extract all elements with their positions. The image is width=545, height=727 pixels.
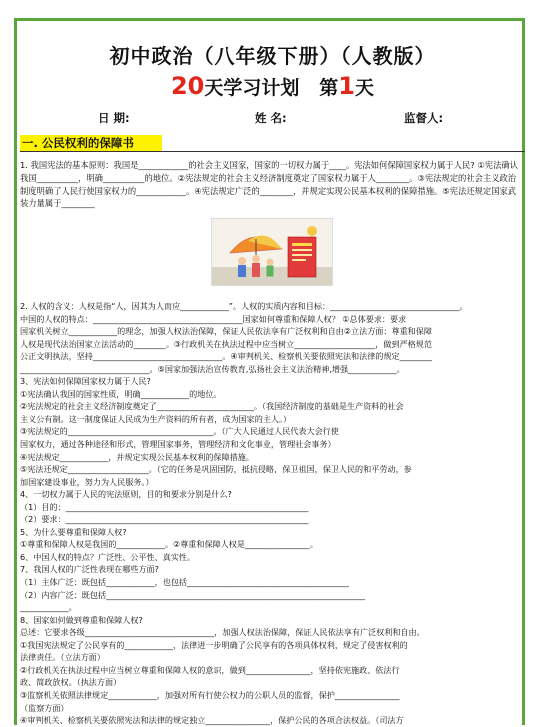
paragraph-1: 1. 我国宪法的基本原则：我国是____________的社会主义国家，国家的一切权力属于____。宪法如何保障国家权力属于人民? ①宪法确认我国__________，明确__________的地位。②宪法规定的社会主义经济制度奠定了国家权力属于人________。③宪法规定的社会主义政治制度明确了人民行使国家权力的____________。④宪法规定广泛的________，并规定实现公民基本权利的保障措施。⑤宪法还规定国家武装力量属于________	[20, 160, 518, 209]
text-line: 法律责任。（立法方面）	[20, 652, 105, 663]
text-line: 主义公有制。这一制度保证人民成为生产资料的所有者，成为国家的主人。）	[20, 413, 292, 424]
text-line: 6、中国人权的特点？广泛性、公平性、真实性。	[20, 551, 196, 562]
text-line: ____________。	[20, 602, 77, 613]
section-divider	[20, 151, 525, 152]
text-line: （1）主体广泛：既包括____________，也包括________________________________________	[20, 577, 349, 588]
illustration-graphic	[212, 219, 332, 285]
text-line: 公正文明执法，坚持________________________________。④审判机关、检察机关要依照宪法和法律的规定________	[20, 351, 432, 362]
text-line: ④宪法规定____________，并规定实现公民基本权利的保障措施。	[20, 451, 254, 462]
day-number: 1	[338, 72, 355, 100]
day-suffix: 天	[354, 77, 374, 99]
text-line: ③监察机关依照法律规定____________，加强对所有行使公权力的公职人员的监督，保护________________	[20, 689, 400, 700]
page-title: 初中政治（八年级下册）（人教版）	[109, 44, 436, 68]
body-text	[20, 300, 523, 727]
date-label: 日 期:	[98, 111, 130, 125]
supervisor-label: 监督人:	[404, 111, 444, 125]
text-line: 政、简政放权。（执法方面）	[20, 677, 122, 688]
umbrella-family-illustration	[211, 218, 333, 286]
text-line: ⑤宪法还规定____________________。（它的任务是巩固国防，抵抗侵略，保卫祖国，保卫人民的和平劳动，参	[20, 464, 412, 475]
text-line: ①尊重和保障人权是我国的____________。②尊重和保障人权是________________。	[20, 539, 318, 550]
text-line: 国家机关树立____________的理念，加强人权法治保障，保证人民依法享有广泛权利和自由②立法方面：尊重和保障	[20, 326, 432, 337]
text-line: （监察方面）	[20, 702, 69, 713]
name-label: 姓 名:	[255, 111, 287, 125]
text-line: 总述：它要求各级________________________________，加强人权法治保障，保证人民依法享有广泛权利和自由。	[20, 627, 425, 638]
text-line: ②宪法规定的社会主义经济制度奠定了________________________。（我国经济制度的基础是生产资料的社会	[20, 401, 404, 412]
text-line: 5、为什么要尊重和保障人权?	[20, 526, 127, 537]
text-line: 中国的人权的特点：_____________________________________国家如何尊重和保障人权？ ①总体要求：要求	[20, 313, 407, 324]
text-line: 2. 人权的含义：人权是指“人，因其为人而应____________”。人权的实质内容和目标：________________________________。	[20, 301, 468, 311]
text-line: 人权是现代法治国家立法活动的________。③行政机关在执法过程中应当树立____________________，做到严格规范	[20, 338, 432, 349]
text-line: （2）内容广泛：既包括________________________________________________________________	[20, 589, 366, 600]
text-line: 8、国家如何做到尊重和保障人权?	[20, 614, 143, 625]
text-line: 国家权力，通过各种途径和形式，管理国家事务，管理经济和文化事业，管理社会事务）	[20, 439, 336, 450]
text-line: 加国家建设事业，努力为人民服务。）	[20, 476, 154, 487]
day-prefix: 第	[319, 77, 339, 99]
text-line: ________________________________。⑤国家加强法治宣传教育,弘扬社会主义法治精神,增强____________。	[20, 363, 405, 374]
text-line: （2）要求：____________________________________________________________	[20, 514, 309, 525]
text-line: （1）目的：____________________________________________________________	[20, 501, 309, 512]
text-line: ①我国宪法规定了公民享有的____________，法律进一步明确了公民享有的各项具体权利，规定了侵害权利的	[20, 639, 408, 650]
text-line: ②行政机关在执法过程中应当树立尊重和保障人权的意识，做到________________，坚持依宪施政、依法行	[20, 664, 400, 675]
study-plan-heading	[0, 72, 545, 100]
text-line: 7、我国人权的广泛性表现在哪些方面?	[20, 564, 159, 575]
section-heading: 一. 公民权利的保障书	[20, 135, 162, 151]
text-line: 4、一切权力属于人民的宪法原则，目的和要求分别是什么?	[20, 489, 232, 500]
text-line: ①宪法确认我国的国家性质，明确____________的地位。	[20, 388, 222, 399]
text-line: ③宪法规定的____________________________________。（广大人民通过人民代表大会行使	[20, 426, 339, 437]
text-line: 3、宪法如何保障国家权力属于人民?	[20, 376, 151, 387]
text-line: ④审判机关、检察机关要依照宪法和法律的规定独立________________，保护公民的各项合法权益。（司法方	[20, 715, 404, 726]
plan-days: 20	[170, 72, 205, 100]
plan-text: 天学习计划	[204, 77, 300, 99]
